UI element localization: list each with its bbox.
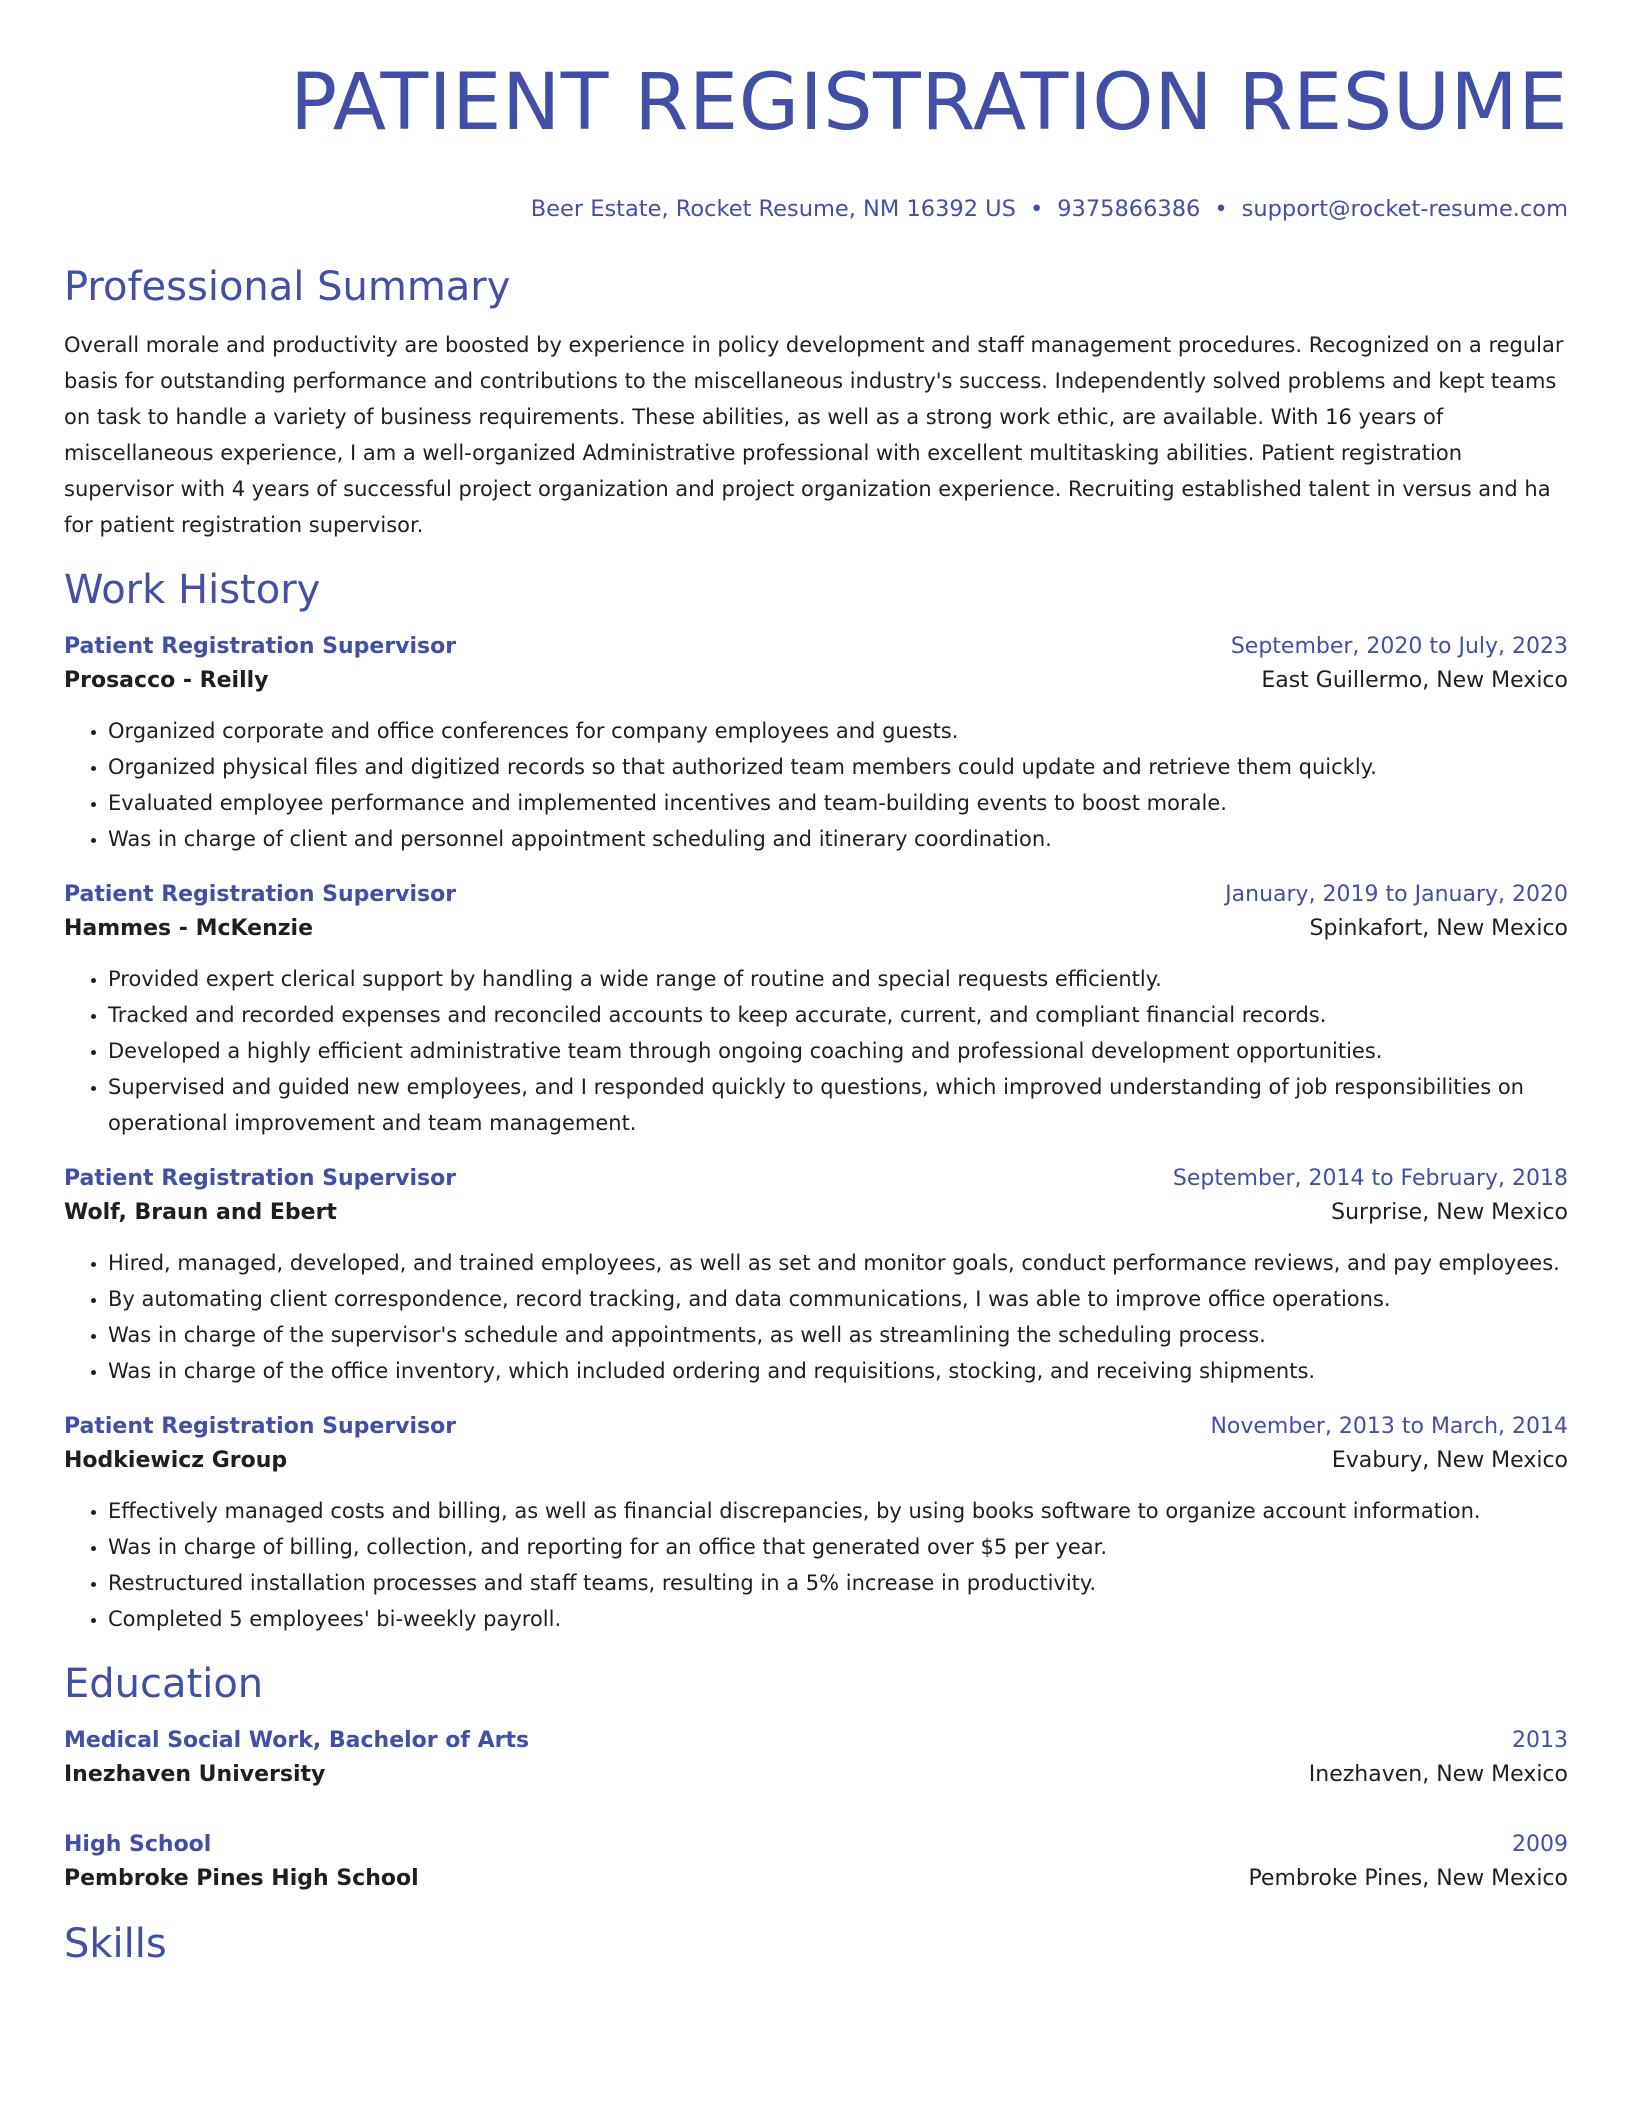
education-entry (64, 1725, 1568, 1793)
job-bullet: • By automating client correspondence, record tracking, and data communications, I was able to improve office operations. (108, 1281, 1568, 1317)
job-location: Surprise, New Mexico (1331, 1200, 1568, 1225)
job-bullet: • Was in charge of billing, collection, and reporting for an office that generated over $5 per year. (108, 1529, 1568, 1565)
education-location: Pembroke Pines, New Mexico (1248, 1866, 1568, 1891)
education-degree: High School (64, 1832, 212, 1857)
education-year: 2009 (1512, 1832, 1568, 1857)
job-bullet: • Evaluated employee performance and implemented incentives and team-building events to boost morale. (108, 785, 1568, 821)
summary-text: Overall morale and productivity are boosted by experience in policy development and staff management procedures. Recognized on a regular basis for outstanding performance and contributions to the miscellaneous industry's success. Independently solved problems and kept teams on task to handle a variety of business requirements. These abilities, as well as a strong work ethic, are available. With 16 years of miscellaneous experience, I am a well-organized Administrative professional with excellent multitasking abilities. Patient registration supervisor with 4 years of successful project organization and project organization experience. Recruiting established talent in versus and ha for patient registration supervisor. (64, 333, 1564, 537)
education-year: 2013 (1512, 1728, 1568, 1753)
education-school: Inezhaven University (64, 1762, 326, 1787)
job-bullets (64, 961, 1568, 1141)
job-entry (64, 631, 1568, 857)
job-entry (64, 1163, 1568, 1389)
summary-heading: Professional Summary (64, 264, 511, 310)
education-school: Pembroke Pines High School (64, 1866, 419, 1891)
job-title: Patient Registration Supervisor (64, 1166, 457, 1191)
contact-line (64, 194, 1568, 224)
job-dates: September, 2020 to July, 2023 (1230, 634, 1568, 659)
education-heading: Education (64, 1661, 264, 1707)
job-dates: November, 2013 to March, 2014 (1210, 1414, 1568, 1439)
contact-separator: • (1214, 196, 1228, 222)
education-degree: Medical Social Work, Bachelor of Arts (64, 1728, 530, 1753)
job-entry (64, 879, 1568, 1141)
job-location: Spinkafort, New Mexico (1309, 916, 1568, 941)
contact-separator: • (1029, 196, 1044, 222)
job-company: Hammes - McKenzie (64, 916, 314, 941)
job-dates: January, 2019 to January, 2020 (1225, 882, 1568, 907)
contact-address: Beer Estate, Rocket Resume, NM 16392 US (530, 196, 1016, 222)
job-bullets (64, 713, 1568, 857)
job-bullet: • Hired, managed, developed, and trained employees, as well as set and monitor goals, conduct performance reviews, and pay employees. (108, 1245, 1568, 1281)
job-title: Patient Registration Supervisor (64, 882, 457, 907)
skills-heading: Skills (64, 1921, 167, 1967)
job-bullets (64, 1245, 1568, 1389)
job-company: Hodkiewicz Group (64, 1448, 288, 1473)
job-bullet: • Was in charge of client and personnel appointment scheduling and itinerary coordination. (108, 821, 1568, 857)
job-bullet: • Completed 5 employees' bi-weekly payroll. (108, 1601, 1568, 1637)
job-location: Evabury, New Mexico (1331, 1448, 1568, 1473)
education-entry (64, 1829, 1568, 1897)
job-bullet: • Was in charge of the supervisor's schedule and appointments, as well as streamlining the scheduling process. (108, 1317, 1568, 1353)
job-dates: September, 2014 to February, 2018 (1172, 1166, 1568, 1191)
job-bullet: • Was in charge of the office inventory, which included ordering and requisitions, stocking, and receiving shipments. (108, 1353, 1568, 1389)
job-bullet: • Organized physical files and digitized records so that authorized team members could update and retrieve them quickly. (108, 749, 1568, 785)
job-bullet: • Supervised and guided new employees, and I responded quickly to questions, which improved understanding of job responsibilities on operational improvement and team management. (108, 1069, 1568, 1141)
job-bullets (64, 1493, 1568, 1637)
job-bullet: • Restructured installation processes and staff teams, resulting in a 5% increase in productivity. (108, 1565, 1568, 1601)
job-entry (64, 1411, 1568, 1637)
job-location: East Guillermo, New Mexico (1261, 668, 1568, 693)
job-bullet: • Provided expert clerical support by handling a wide range of routine and special requests efficiently. (108, 961, 1568, 997)
education-location: Inezhaven, New Mexico (1308, 1762, 1568, 1787)
job-company: Prosacco - Reilly (64, 668, 269, 693)
job-bullet: • Tracked and recorded expenses and reconciled accounts to keep accurate, current, and compliant financial records. (108, 997, 1568, 1033)
job-title: Patient Registration Supervisor (64, 634, 457, 659)
job-bullet: • Developed a highly efficient administrative team through ongoing coaching and professional development opportunities. (108, 1033, 1568, 1069)
job-bullet: • Organized corporate and office conferences for company employees and guests. (108, 713, 1568, 749)
job-company: Wolf, Braun and Ebert (64, 1200, 337, 1225)
resume-title: PATIENT REGISTRATION RESUME (290, 58, 1568, 148)
work-history-heading: Work History (64, 567, 321, 613)
contact-email[interactable]: support@rocket-resume.com (1241, 196, 1568, 222)
job-title: Patient Registration Supervisor (64, 1414, 457, 1439)
contact-phone[interactable]: 9375866386 (1057, 196, 1201, 222)
job-bullet: • Effectively managed costs and billing, as well as financial discrepancies, by using books software to organize account information. (108, 1493, 1568, 1529)
